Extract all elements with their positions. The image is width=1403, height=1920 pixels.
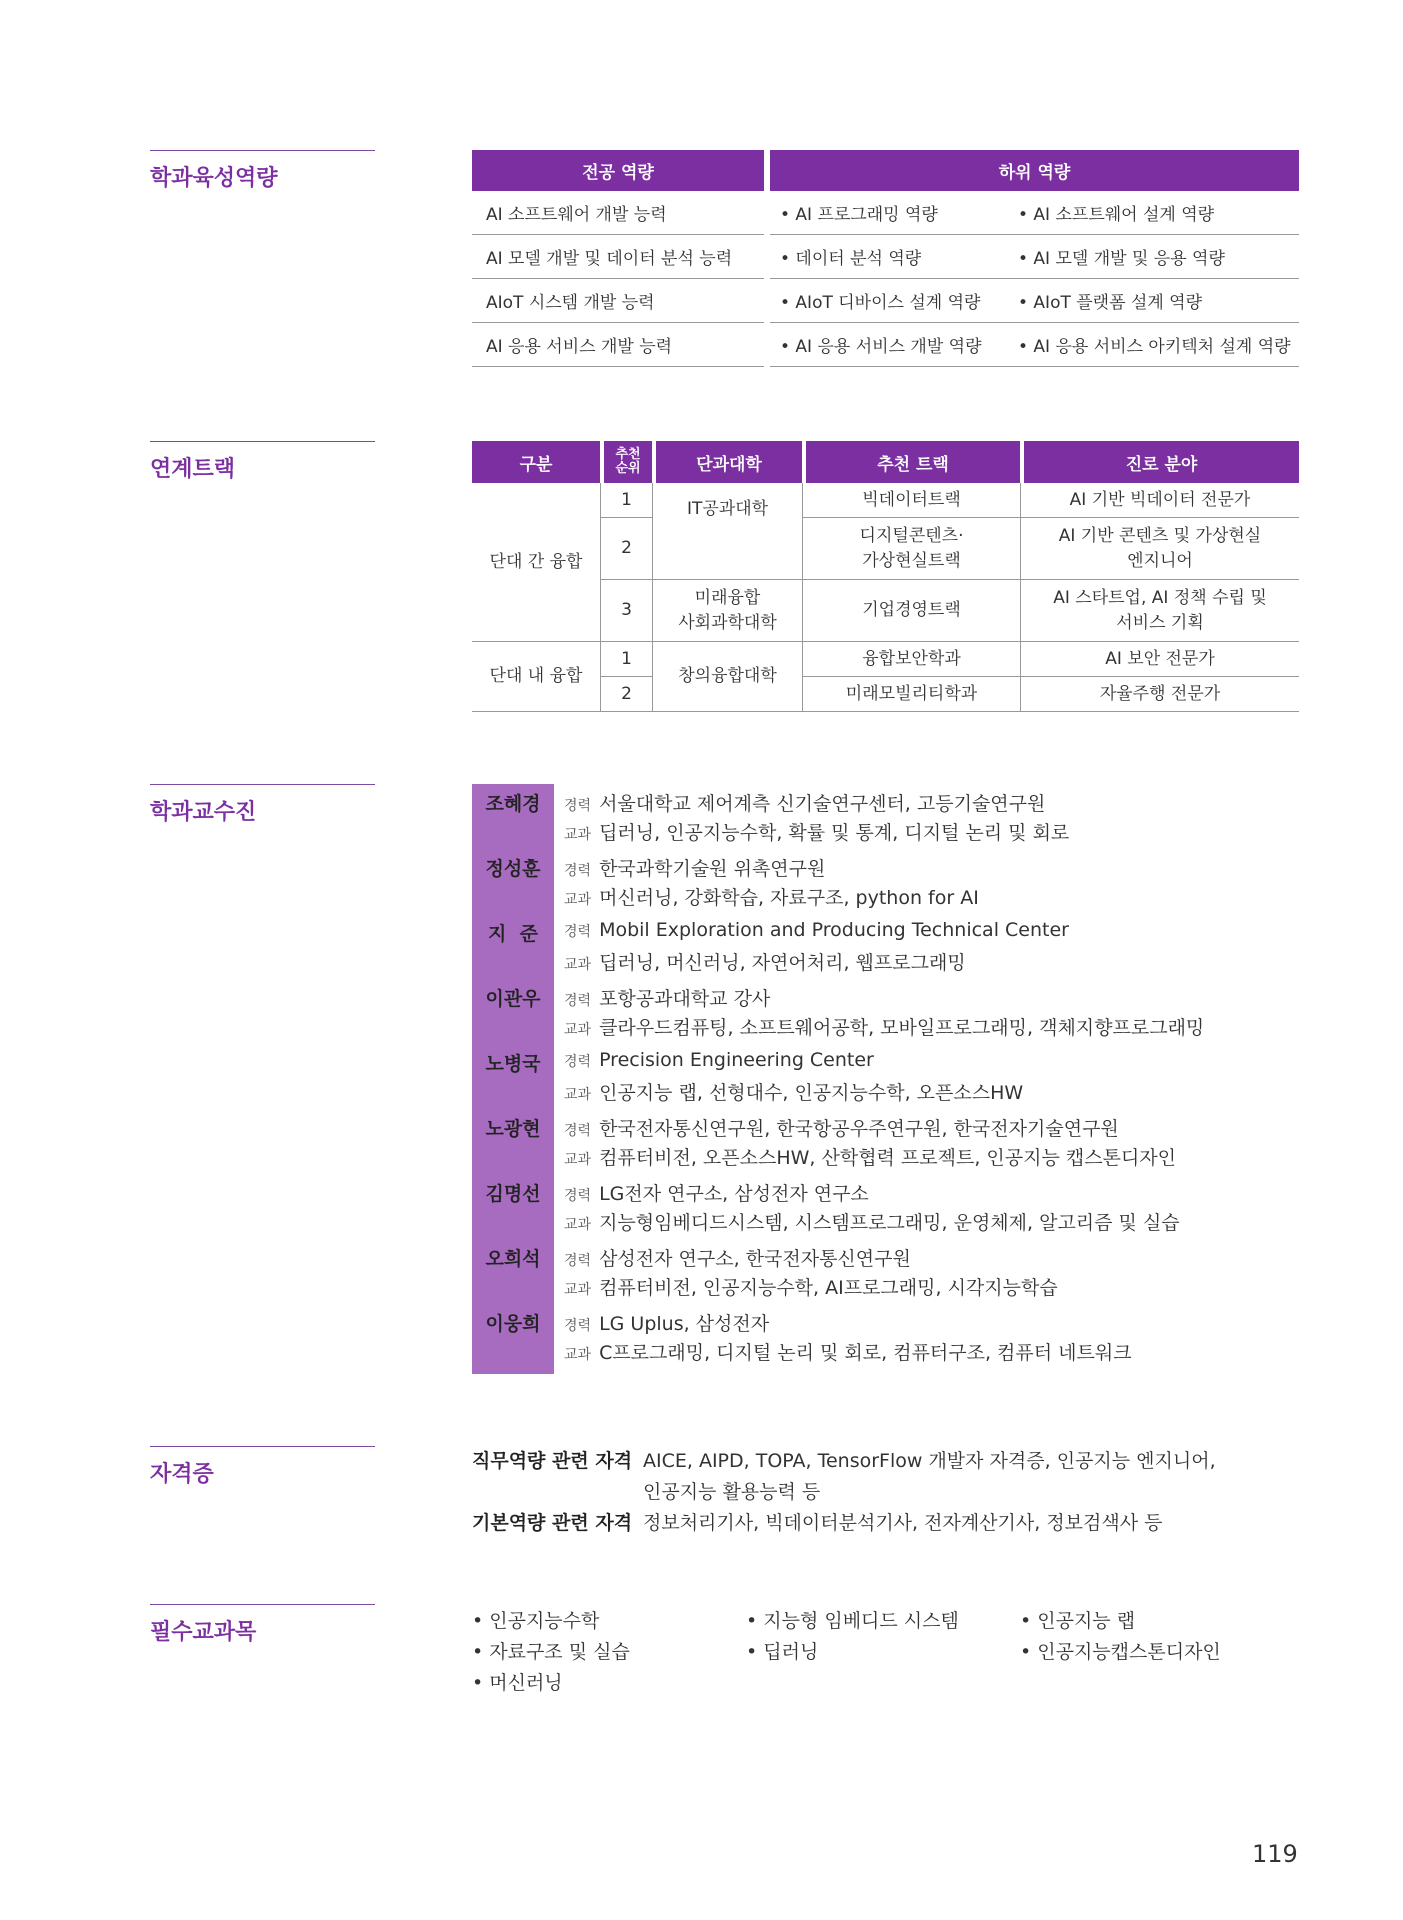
career-cell	[1020, 580, 1299, 642]
table-row	[472, 483, 1299, 518]
subject-text: 컴퓨터비전, 오픈소스HW, 산학협력 프로젝트, 인공지능 캡스톤디자인	[599, 1147, 1177, 1169]
sub-cell	[770, 191, 1299, 235]
faculty-entry	[472, 1174, 1299, 1238]
faculty-career	[564, 984, 770, 1011]
subject-tag: 교과	[564, 1347, 592, 1363]
rank-cell: 2	[600, 677, 652, 712]
header-college: 단과대학	[652, 441, 802, 483]
career-tag: 경력	[564, 1253, 592, 1269]
subject-text: 인공지능 랩, 선형대수, 인공지능수학, 오픈소스HW	[599, 1082, 1024, 1104]
cert-job-row-cont	[643, 1477, 820, 1504]
subject-text: 머신러닝, 강화학습, 자료구조, python for AI	[599, 887, 979, 909]
faculty-subjects	[564, 818, 1069, 845]
subject-tag: 교과	[564, 827, 592, 843]
required-course: • 지능형 임베디드 시스템	[746, 1610, 959, 1632]
table-row	[472, 235, 1299, 279]
sub-item: • AIoT 디바이스 설계 역량	[780, 293, 981, 313]
faculty-name: 지 준	[488, 923, 538, 945]
faculty-subjects	[564, 948, 966, 975]
sub-item: • 데이터 분석 역량	[780, 249, 922, 269]
table-row	[472, 279, 1299, 323]
career-cell	[1020, 518, 1299, 580]
cert-job-value: AICE, AIPD, TOPA, TensorFlow 개발자 자격증, 인공지능 엔지니어,	[643, 1450, 1216, 1472]
track-line: 디지털콘텐츠·	[859, 525, 964, 546]
subject-tag: 교과	[564, 957, 592, 973]
faculty-subjects	[564, 883, 979, 910]
cert-basic-label: 기본역량 관련 자격	[472, 1512, 633, 1534]
track-cell: 빅데이터트랙	[802, 483, 1020, 518]
required-course: • 자료구조 및 실습	[472, 1641, 630, 1663]
header-rank-line1: 추천	[615, 447, 641, 462]
career-tag: 경력	[564, 1318, 592, 1334]
track-line: 가상현실트랙	[862, 550, 961, 571]
faculty-subjects	[564, 1338, 1132, 1365]
career-tag: 경력	[564, 798, 592, 814]
page-number: 119	[1252, 1840, 1298, 1868]
faculty-subjects	[564, 1273, 1058, 1300]
sub-item: • AI 응용 서비스 아키텍처 설계 역량	[1018, 337, 1291, 357]
major-cell: AIoT 시스템 개발 능력	[472, 279, 764, 323]
group-intra: 단대 내 융합	[472, 642, 600, 712]
career-cell: AI 보안 전문가	[1020, 642, 1299, 677]
faculty-name: 오희석	[485, 1248, 541, 1270]
career-text: LG전자 연구소, 삼성전자 연구소	[599, 1183, 869, 1205]
career-tag: 경력	[564, 1123, 592, 1139]
subject-text: 클라우드컴퓨팅, 소프트웨어공학, 모바일프로그래밍, 객체지향프로그래밍	[599, 1017, 1205, 1039]
section-title-competency: 학과육성역량	[150, 150, 375, 192]
subject-text: 지능형임베디드시스템, 시스템프로그래밍, 운영체제, 알고리즘 및 실습	[599, 1212, 1180, 1234]
faculty-career	[564, 854, 825, 881]
subject-text: 컴퓨터비전, 인공지능수학, AI프로그래밍, 시각지능학습	[599, 1277, 1058, 1299]
header-major: 전공 역량	[472, 150, 764, 191]
rank-cell: 3	[600, 580, 652, 642]
required-course: • 인공지능 랩	[1020, 1610, 1136, 1632]
section-title-certs: 자격증	[150, 1446, 375, 1488]
section-title-track: 연계트랙	[150, 441, 375, 483]
career-text: Mobil Exploration and Producing Technical Center	[599, 919, 1069, 941]
faculty-subjects	[564, 1143, 1176, 1170]
subject-tag: 교과	[564, 1152, 592, 1168]
faculty-entry	[472, 1239, 1299, 1303]
group-inter: 단대 간 융합	[472, 483, 600, 642]
college-line: 미래융합	[694, 587, 761, 608]
header-division: 구분	[472, 441, 600, 483]
sub-cell	[770, 235, 1299, 279]
required-course: • 인공지능수학	[472, 1610, 600, 1632]
faculty-career	[564, 1114, 1119, 1141]
cert-basic-value: 정보처리기사, 빅데이터분석기사, 전자계산기사, 정보검색사 등	[643, 1512, 1163, 1534]
track-cell: 융합보안학과	[802, 642, 1020, 677]
major-cell: AI 응용 서비스 개발 능력	[472, 323, 764, 367]
header-rank-line2: 순위	[615, 461, 641, 476]
faculty-entry	[472, 1044, 1299, 1108]
sub-cell	[770, 323, 1299, 367]
faculty-entry	[472, 914, 1299, 978]
faculty-career	[564, 789, 1045, 816]
career-cell: 자율주행 전문가	[1020, 677, 1299, 712]
faculty-name: 노광현	[485, 1118, 541, 1140]
faculty-name: 조혜경	[485, 793, 541, 815]
track-cell	[802, 518, 1020, 580]
faculty-name: 이웅희	[485, 1313, 541, 1335]
faculty-subjects	[564, 1208, 1180, 1235]
rank-cell: 1	[600, 642, 652, 677]
header-track: 추천 트랙	[802, 441, 1020, 483]
faculty-subjects	[564, 1013, 1204, 1040]
career-tag: 경력	[564, 993, 592, 1009]
major-cell: AI 모델 개발 및 데이터 분석 능력	[472, 235, 764, 279]
competency-table	[472, 150, 1299, 367]
subject-text: 딥러닝, 인공지능수학, 확률 및 통계, 디지털 논리 및 회로	[599, 822, 1070, 844]
career-line: AI 기반 콘텐츠 및 가상현실	[1058, 525, 1262, 546]
faculty-name: 김명선	[485, 1183, 541, 1205]
faculty-career	[564, 1244, 911, 1271]
faculty-subjects	[564, 1078, 1023, 1105]
required-course: • 머신러닝	[472, 1672, 563, 1694]
college-line: 사회과학대학	[678, 612, 777, 633]
sub-item: • AI 프로그래밍 역량	[780, 205, 938, 225]
required-course: • 인공지능캡스톤디자인	[1020, 1641, 1221, 1663]
faculty-career	[564, 1179, 869, 1206]
faculty-career	[564, 1049, 874, 1071]
faculty-entry	[472, 979, 1299, 1043]
required-course: • 딥러닝	[746, 1641, 819, 1663]
cert-job-value-cont: 인공지능 활용능력 등	[643, 1481, 821, 1503]
career-line: 서비스 기획	[1116, 612, 1204, 633]
track-cell: 기업경영트랙	[802, 580, 1020, 642]
rank-cell: 1	[600, 483, 652, 518]
section-title-required: 필수교과목	[150, 1604, 375, 1646]
header-sub: 하위 역량	[770, 150, 1299, 191]
sub-item: • AIoT 플랫폼 설계 역량	[1018, 293, 1203, 313]
career-tag: 경력	[564, 1054, 592, 1070]
subject-tag: 교과	[564, 1087, 592, 1103]
subject-tag: 교과	[564, 1022, 592, 1038]
career-text: 한국전자통신연구원, 한국항공우주연구원, 한국전자기술연구원	[599, 1118, 1119, 1140]
table-row	[472, 191, 1299, 235]
career-cell: AI 기반 빅데이터 전문가	[1020, 483, 1299, 518]
track-table-header	[472, 441, 1299, 483]
faculty-career	[564, 1309, 769, 1336]
college-future	[652, 580, 802, 642]
faculty-name: 이관우	[485, 988, 541, 1010]
cert-basic-row	[472, 1508, 1162, 1535]
college-creative: 창의융합대학	[652, 642, 802, 712]
section-title-faculty: 학과교수진	[150, 784, 375, 826]
faculty-name: 노병국	[485, 1053, 541, 1075]
track-table	[472, 441, 1299, 712]
header-rank	[600, 441, 652, 483]
career-line: AI 스타트업, AI 정책 수립 및	[1053, 587, 1267, 608]
faculty-name: 정성훈	[485, 858, 541, 880]
career-tag: 경력	[564, 863, 592, 879]
rank-cell: 2	[600, 518, 652, 580]
track-cell: 미래모빌리티학과	[802, 677, 1020, 712]
sub-cell	[770, 279, 1299, 323]
subject-tag: 교과	[564, 892, 592, 908]
career-tag: 경력	[564, 1188, 592, 1204]
major-cell: AI 소프트웨어 개발 능력	[472, 191, 764, 235]
sub-item: • AI 응용 서비스 개발 역량	[780, 337, 982, 357]
subject-tag: 교과	[564, 1217, 592, 1233]
sub-item: • AI 모델 개발 및 응용 역량	[1018, 249, 1225, 269]
subject-text: C프로그래밍, 디지털 논리 및 회로, 컴퓨터구조, 컴퓨터 네트워크	[599, 1342, 1132, 1364]
career-text: 포항공과대학교 강사	[599, 988, 771, 1010]
table-row	[472, 642, 1299, 677]
faculty-career	[564, 919, 1069, 941]
subject-tag: 교과	[564, 1282, 592, 1298]
subject-text: 딥러닝, 머신러닝, 자연어처리, 웹프로그래밍	[599, 952, 966, 974]
sub-item: • AI 소프트웨어 설계 역량	[1018, 205, 1215, 225]
faculty-entry	[472, 849, 1299, 913]
faculty-entry	[472, 1109, 1299, 1173]
career-tag: 경력	[564, 924, 592, 940]
career-text: 삼성전자 연구소, 한국전자통신연구원	[599, 1248, 911, 1270]
table-row	[472, 323, 1299, 367]
faculty-entry	[472, 784, 1299, 848]
faculty-entry	[472, 1304, 1299, 1368]
cert-job-label: 직무역량 관련 자격	[472, 1450, 633, 1472]
career-text: LG Uplus, 삼성전자	[599, 1313, 770, 1335]
header-career: 진로 분야	[1020, 441, 1299, 483]
college-it: IT공과대학	[652, 483, 802, 580]
competency-table-header	[472, 150, 1299, 191]
career-text: Precision Engineering Center	[599, 1049, 874, 1071]
career-text: 서울대학교 제어계측 신기술연구센터, 고등기술연구원	[599, 793, 1046, 815]
career-line: 엔지니어	[1127, 550, 1193, 571]
career-text: 한국과학기술원 위촉연구원	[599, 858, 826, 880]
cert-job-row	[472, 1446, 1216, 1473]
